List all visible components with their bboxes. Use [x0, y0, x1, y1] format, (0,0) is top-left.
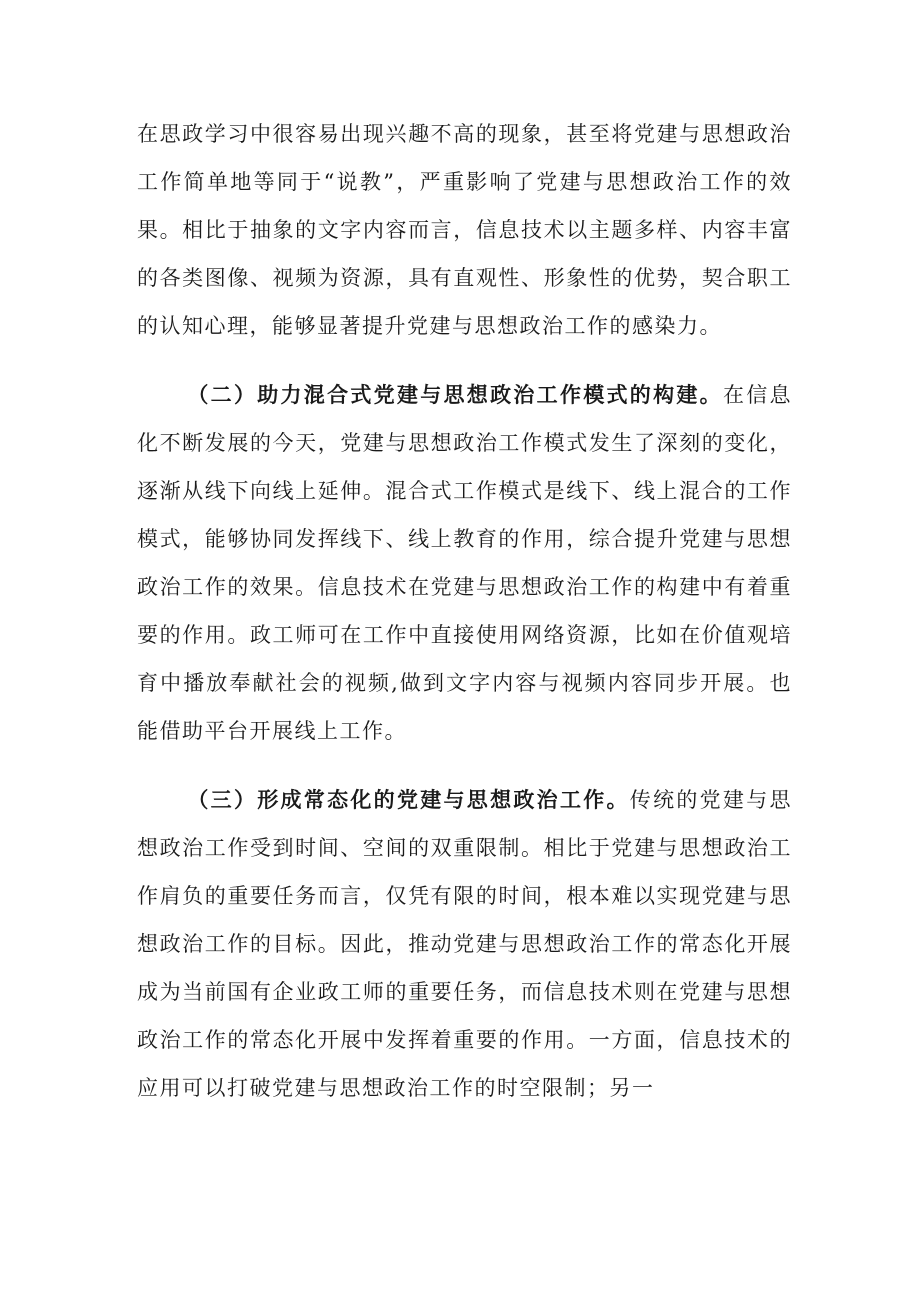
paragraph-section-2 [137, 371, 792, 755]
section-body-3: 传统的党建与思想政治工作受到时间、空间的双重限制。相比于党建与思想政治工作肩负的重要任务而言，仅凭有限的时间，根本难以实现党建与思想政治工作的目标。因此，推动党建与思想政治工作的常态化开展成为当前国有企业政工师的重要任务，而信息技术则在党建与思想政治工作的常态化开展中发挥着重要的作用。一方面，信息技术的应用可以打破党建与思想政治工作的时空限制；另一 [137, 788, 793, 1100]
paragraph-continued: 在思政学习中很容易出现兴趣不高的现象，甚至将党建与思想政治工作简单地等同于“说教”，严重影响了党建与思想政治工作的效果。相比于抽象的文字内容而言，信息技术以主题多样、内容丰富的各类图像、视频为资源，具有直观性、形象性的优势，契合职工的认知心理，能够显著提升党建与思想政治工作的感染力。 [137, 122, 792, 338]
section-heading-3: （三）形成常态化的党建与思想政治工作。 [187, 787, 630, 812]
section-heading-2: （二）助力混合式党建与思想政治工作模式的构建。 [187, 382, 723, 407]
section-body-2: 在信息化不断发展的今天，党建与思想政治工作模式发生了深刻的变化，逐渐从线下向线上延伸。混合式工作模式是线下、线上混合的工作模式，能够协同发挥线下、线上教育的作用，综合提升党建与思想政治工作的效果。信息技术在党建与思想政治工作的构建中有着重要的作用。政工师可在工作中直接使用网络资源，比如在价值观培育中播放奉献社会的视频,做到文字内容与视频内容同步开展。也能借助平台开展线上工作。 [137, 383, 793, 743]
paragraph-section-3 [137, 776, 792, 1112]
document-body [137, 110, 792, 1112]
